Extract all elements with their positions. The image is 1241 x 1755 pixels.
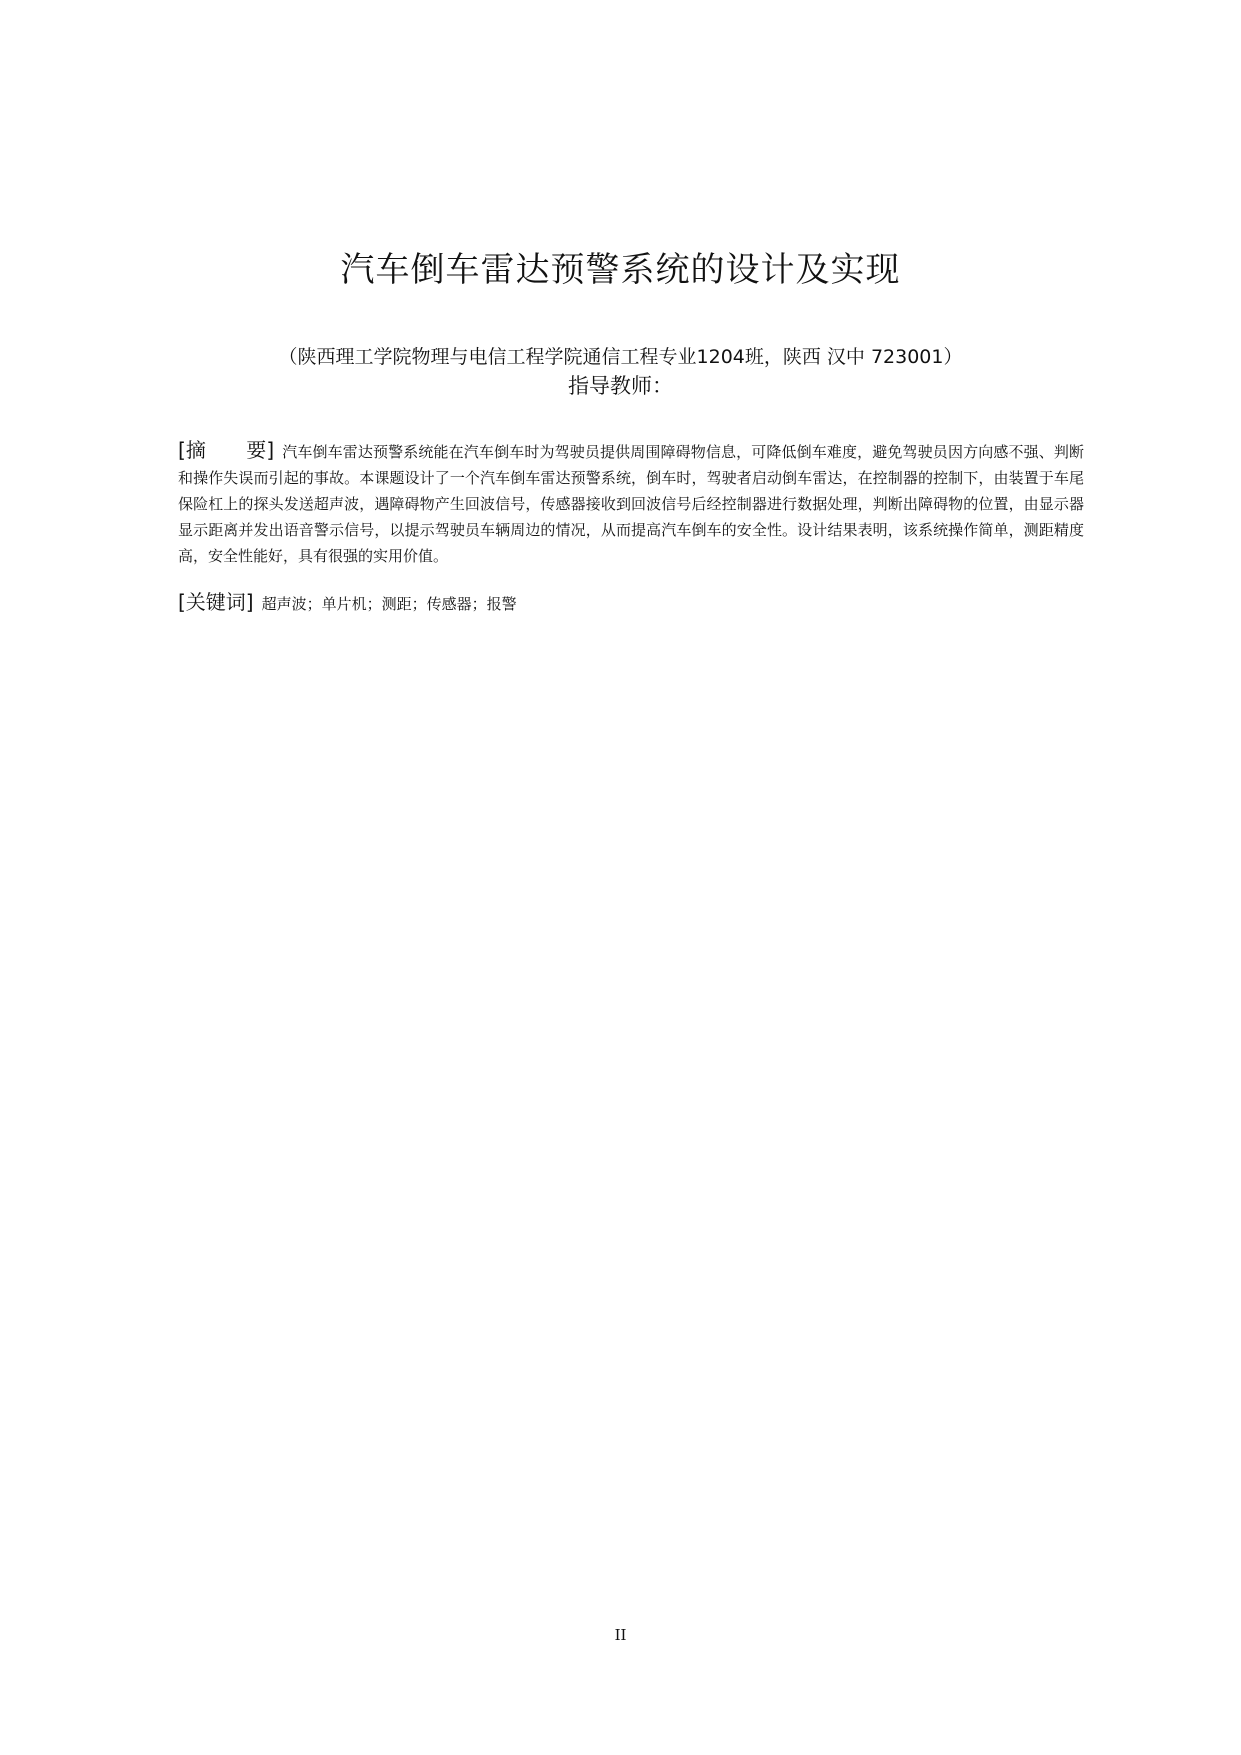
abstract-section xyxy=(178,437,1084,569)
keywords-label: [关键词] xyxy=(178,590,254,614)
keywords-text: 超声波；单片机；测距；传感器；报警 xyxy=(261,595,517,613)
author-affiliation: （陕西理工学院物理与电信工程学院通信工程专业1204班，陕西 汉中 723001） xyxy=(278,346,963,368)
paper-title: 汽车倒车雷达预警系统的设计及实现 xyxy=(340,250,901,290)
page-number: II xyxy=(614,1626,627,1644)
abstract-label-close: 要] xyxy=(246,438,275,462)
abstract-text: 汽车倒车雷达预警系统能在汽车倒车时为驾驶员提供周围障碍物信息，可降低倒车难度，避免驾驶员因方向感不强、判断和操作失误而引起的事故。本课题设计了一个汽车倒车雷达预警系统，倒车时，驾驶者启动倒车雷达，在控制器的控制下，由装置于车尾保险杠上的探头发送超声波，遇障碍物产生回波信号，传感器接收到回波信号后经控制器进行数据处理，判断出障碍物的位置，由显示器显示距离并发出语音警示信号，以提示驾驶员车辆周边的情况，从而提高汽车倒车的安全性。设计结果表明，该系统操作简单，测距精度高，安全性能好，具有很强的实用价值。 xyxy=(178,443,1084,565)
keywords-section xyxy=(178,588,1084,618)
abstract-label-open: [摘 xyxy=(178,438,207,462)
advisor-line: 指导教师： xyxy=(568,374,673,398)
abstract-label xyxy=(178,438,274,462)
